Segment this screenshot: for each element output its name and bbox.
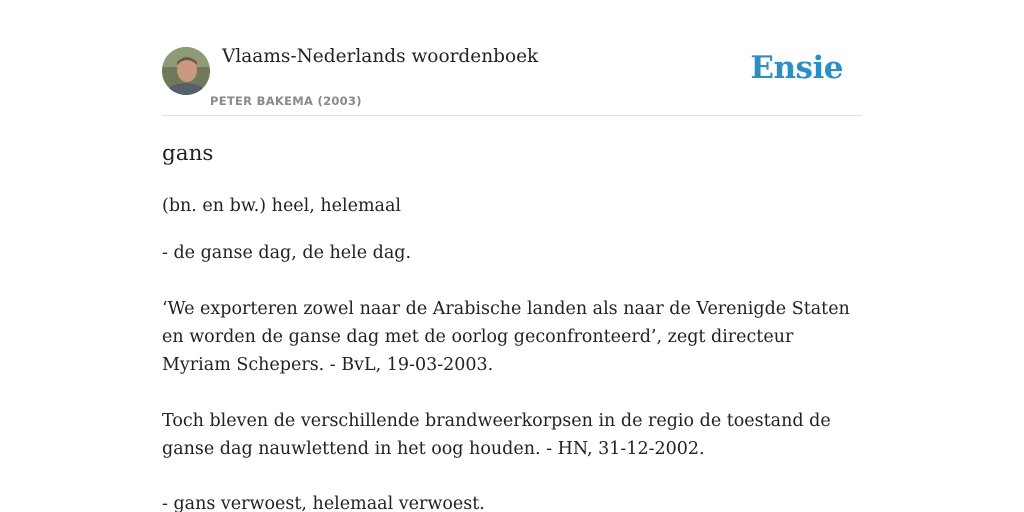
entry-definition: (bn. en bw.) heel, helemaal [162,196,402,216]
entry-header [162,0,862,116]
ensie-logo[interactable]: Ensie [750,50,843,86]
entry-paragraph: ‘We exporteren zowel naar de Arabische landen als naar de Verenigde Staten en worden de ganse dag met de oorlog geconfronteerd’, zegt directeur Myriam Schepers. - BvL, 19-03-2003. [162,299,850,375]
entry-paragraph: - gans verwoest, helemaal verwoest. [162,494,485,512]
entry-paragraph: - de ganse dag, de hele dag. [162,243,412,263]
avatar-photo-icon [162,47,210,95]
dictionary-title[interactable]: Vlaams-Nederlands woordenboek [222,46,539,67]
entry-card [162,0,862,512]
entry-paragraph: Toch bleven de verschillende brandweerkorpsen in de regio de toestand de ganse dag nauwlettend in het oog houden. - HN, 31-12-2002. [162,411,831,459]
entry-term: gans [162,141,214,166]
author-avatar[interactable] [162,47,210,95]
author-credit[interactable]: PETER BAKEMA (2003) [210,94,362,108]
